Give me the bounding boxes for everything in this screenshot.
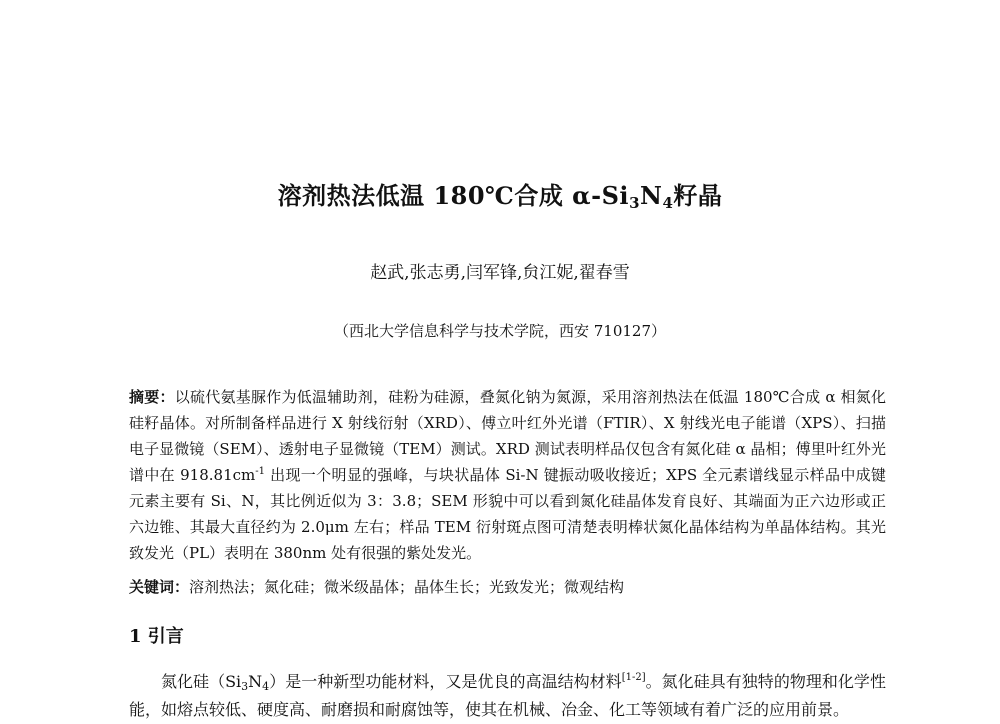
title-subscript-3: 3 xyxy=(629,194,640,212)
abstract-label: 摘要： xyxy=(129,388,175,406)
intro-subscript-3: 3 xyxy=(241,680,249,693)
intro-part3: ）是一种新型功能材料，又是优良的高温结构材料 xyxy=(269,672,622,691)
author-list: 赵武,张志勇,闫军锋,贠江妮,翟春雪 xyxy=(370,263,630,283)
intro-paragraph xyxy=(129,668,886,724)
section-heading-introduction: 1 引言 xyxy=(129,626,184,647)
title-suffix: 籽晶 xyxy=(673,181,723,210)
intro-part1: 氮化硅（Si xyxy=(161,672,242,691)
title-prefix: 溶剂热法低温 180℃合成 α-Si xyxy=(277,181,630,210)
keywords xyxy=(129,575,886,599)
abstract xyxy=(129,384,886,566)
title-mid: N xyxy=(640,181,663,210)
abstract-text-part2: 出现一个明显的强峰，与块状晶体 Si-N 键振动吸收接近；XPS 全元素谱线显示样品中成键元素主要有 Si、N，其比例近似为 3：3.8；SEM 形貌中可以看到氮化硅晶体发育良好、其端面为正六边形或正六边锥、其最大直径约为 2.0μm 左右；样品 TEM 衍射斑点图可清楚表明棒状氮化晶体结构为单晶体结构。其光致发光（PL）表明在 380nm 处有很强的紫处发光。 xyxy=(129,466,886,562)
abstract-superscript: -1 xyxy=(255,466,265,477)
affiliation: （西北大学信息科学与技术学院，西安 710127） xyxy=(333,322,667,340)
title-subscript-4: 4 xyxy=(662,194,674,212)
abstract-text-part1: 以硫代氨基脲作为低温辅助剂，硅粉为硅源，叠氮化钠为氮源，采用溶剂热法在低温 180℃合成 α 相氮化硅籽晶体。对所制备样品进行 X 射线衍射（XRD）、傅立叶红外光谱（FTIR）、X 射线光电子能谱（XPS）、扫描电子显微镜（SEM）、透射电子显微镜（TEM）测试。XRD 测试表明样品仅包含有氮化硅 α 晶相；傅里叶红外光谱中在 918.81cm xyxy=(129,388,886,484)
intro-part4: 。氮化硅具有独特的物理和化学性能，如熔点较低、硬度高、耐磨损和耐腐蚀等，使其在机械、冶金、化工等领域有着广泛的应用前景。 xyxy=(129,672,886,719)
keywords-label: 关键词： xyxy=(129,578,190,596)
keywords-text: 溶剂热法；氮化硅；微米级晶体；晶体生长；光致发光；微观结构 xyxy=(189,578,625,596)
paper-title xyxy=(0,176,1000,212)
intro-part2: N xyxy=(248,672,263,691)
intro-subscript-4: 4 xyxy=(262,680,270,693)
intro-citation: [1-2] xyxy=(621,672,646,683)
